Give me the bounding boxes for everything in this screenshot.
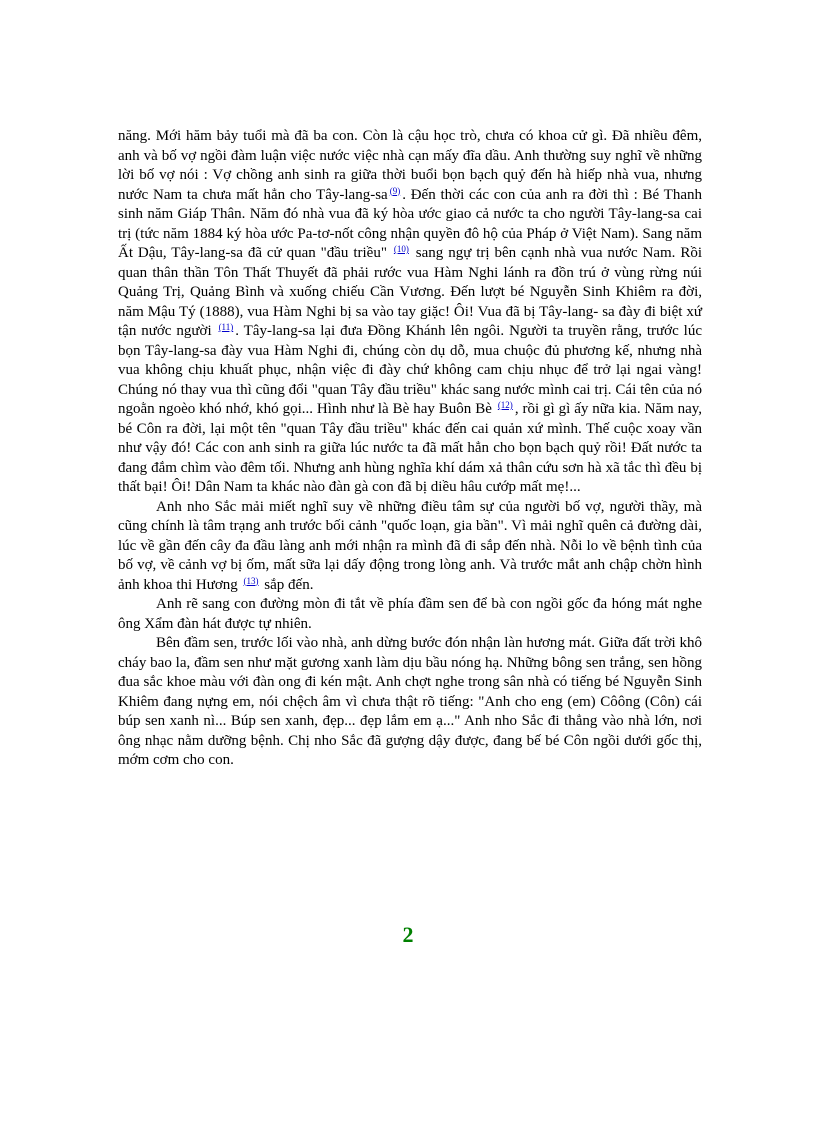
document-body (118, 127, 702, 771)
footnote-link-13[interactable]: (13) (243, 575, 259, 586)
paragraph-1 (118, 127, 702, 498)
footnote-link-9[interactable]: (9) (389, 185, 401, 196)
footnote-link-11[interactable]: (11) (218, 322, 234, 332)
paragraph-text: . Tây-lang-sa lại đưa Đồng Khánh lên ngôi. Người ta truyền rằng, trước lúc bọn Tây-lang-sa đày vua Hàm Nghi đi, chúng còn dụ dỗ, mua chuộc đủ phương kế, nhưng nhà vua không chịu khuất phục, nhận việc đi đày chứ không cam chịu nhục để trở lại ngai vàng! Chúng nó thay vua thì cũng đổi "quan Tây đầu triều" khác sang nước mình cai trị. Cái tên của nó ngoằn ngoèo khó nhớ, khó gọi... Hình như là Bè hay Buôn Bè (118, 323, 703, 417)
paragraph-text: năng. Mới hăm bảy tuổi mà đã ba con. Còn là cậu học trò, chưa có khoa cử gì. Đã nhiều đêm, anh và bố vợ ngồi đàm luận việc nước việc nhà cạn mấy đĩa dầu. Anh thường suy nghĩ về những lời bố vợ nói : Vợ chồng anh sinh ra giữa thời buổi bọn bạch quỷ đến hà hiếp nhà vua, nhưng nước Nam ta chưa mất hẳn cho Tây-lang-sa (118, 128, 702, 203)
paragraph-text: Anh nho Sắc mải miết nghĩ suy về những điều tâm sự của người bố vợ, người thầy, mà cũng chính là tâm trạng anh trước bối cảnh "quốc loạn, gia bần". Vì mải nghĩ quên cả đường dài, lúc về gần đến cây đa đầu làng anh mới nhận ra mình đã đi sắp đến nhà. Nỗi lo về bệnh tình của bố vợ, về cảnh vợ bị ốm, mất sữa lại dấy động trong lòng anh. Và trước mắt anh chập chờn hình ảnh khoa thi Hương (118, 498, 702, 593)
paragraph-text: Anh rẽ sang con đường mòn đi tắt về phía đầm sen để bà con ngồi gốc đa hóng mát nghe ông Xẩm đàn hát được tự nhiên. (118, 596, 702, 632)
footnote-link-12[interactable]: (12) (497, 400, 513, 410)
page-number: 2 (402, 922, 414, 947)
paragraph-text: sắp đến. (264, 576, 314, 593)
paragraph-3 (118, 595, 702, 634)
paragraph-4 (118, 634, 702, 771)
paragraph-text: . Đến thời các con của anh ra đời thì : Bé Thanh sinh năm Giáp Thân. Năm đó nhà vua đã ký hòa ước giao cả nước ta cho người Tây-lang-sa cai trị (tức năm 1884 ký hòa ước Pa-tơ-nốt công nhận quyền đô hộ của Pháp ở Việt Nam). Sang năm Ất Dậu, Tây-lang-sa đã cử quan "đầu triều" (118, 186, 702, 261)
paragraph-text: sang ngự trị bên cạnh nhà vua nước Nam. Rồi quan thân thần Tôn Thất Thuyết đã phải rước vua Hàm Nghi lánh ra đồn trú ở vùng rừng núi Quảng Trị, Quảng Bình và xuống chiếu Cần Vương. Đến lượt bé Nguyễn Sinh Khiêm ra đời, năm Mậu Tý (1888), vua Hàm Nghi bị sa vào tay giặc! Ôi! Vua đã bị Tây-lang- sa đày đi biệt xứ tận nước người (118, 245, 703, 339)
paragraph-2 (118, 498, 702, 596)
paragraph-text: , rồi gì gì ấy nữa kia. Năm nay, bé Côn ra đời, lại một tên "quan Tây đầu triều" khác đến cai quản xứ mình. Thế cuộc xoay vần như vậy đó! Các con anh sinh ra giữa lúc nước ta đã mất hẳn cho bọn bạch quỷ rồi! Đất nước ta đang đắm chìm vào đêm tối. Nhưng anh hùng nghĩa khí dám xả thân cứu sơn hà xã tắc thì đều bị thất bại! Ôi! Dân Nam ta khác nào đàn gà con đã bị diều hâu cướp mất mẹ!... (118, 401, 703, 495)
paragraph-text: Bên đầm sen, trước lối vào nhà, anh dừng bước đón nhận làn hương mát. Giữa đất trời khô cháy bao la, đầm sen như mặt gương xanh làm dịu bầu nóng hạ. Những bông sen trắng, sen hồng đua sắc khoe màu với đàn ong đi kén mật. Anh chợt nghe trong sân nhà có tiếng bé Nguyễn Sinh Khiêm đang nựng em, nói chệch âm vì chưa thật rõ tiếng: "Anh cho eng (em) Côông (Côn) cái búp sen xanh nì... Búp sen xanh, đẹp... đẹp lắm em ạ..." Anh nho Sắc đi thẳng vào nhà lớn, nơi ông nhạc nằm dưỡng bệnh. Chị nho Sắc đã gượng dậy được, đang bế bé Côn ngồi dưới gốc thị, mớm cơm cho con. (118, 635, 702, 768)
footnote-link-10[interactable]: (10) (393, 244, 409, 254)
